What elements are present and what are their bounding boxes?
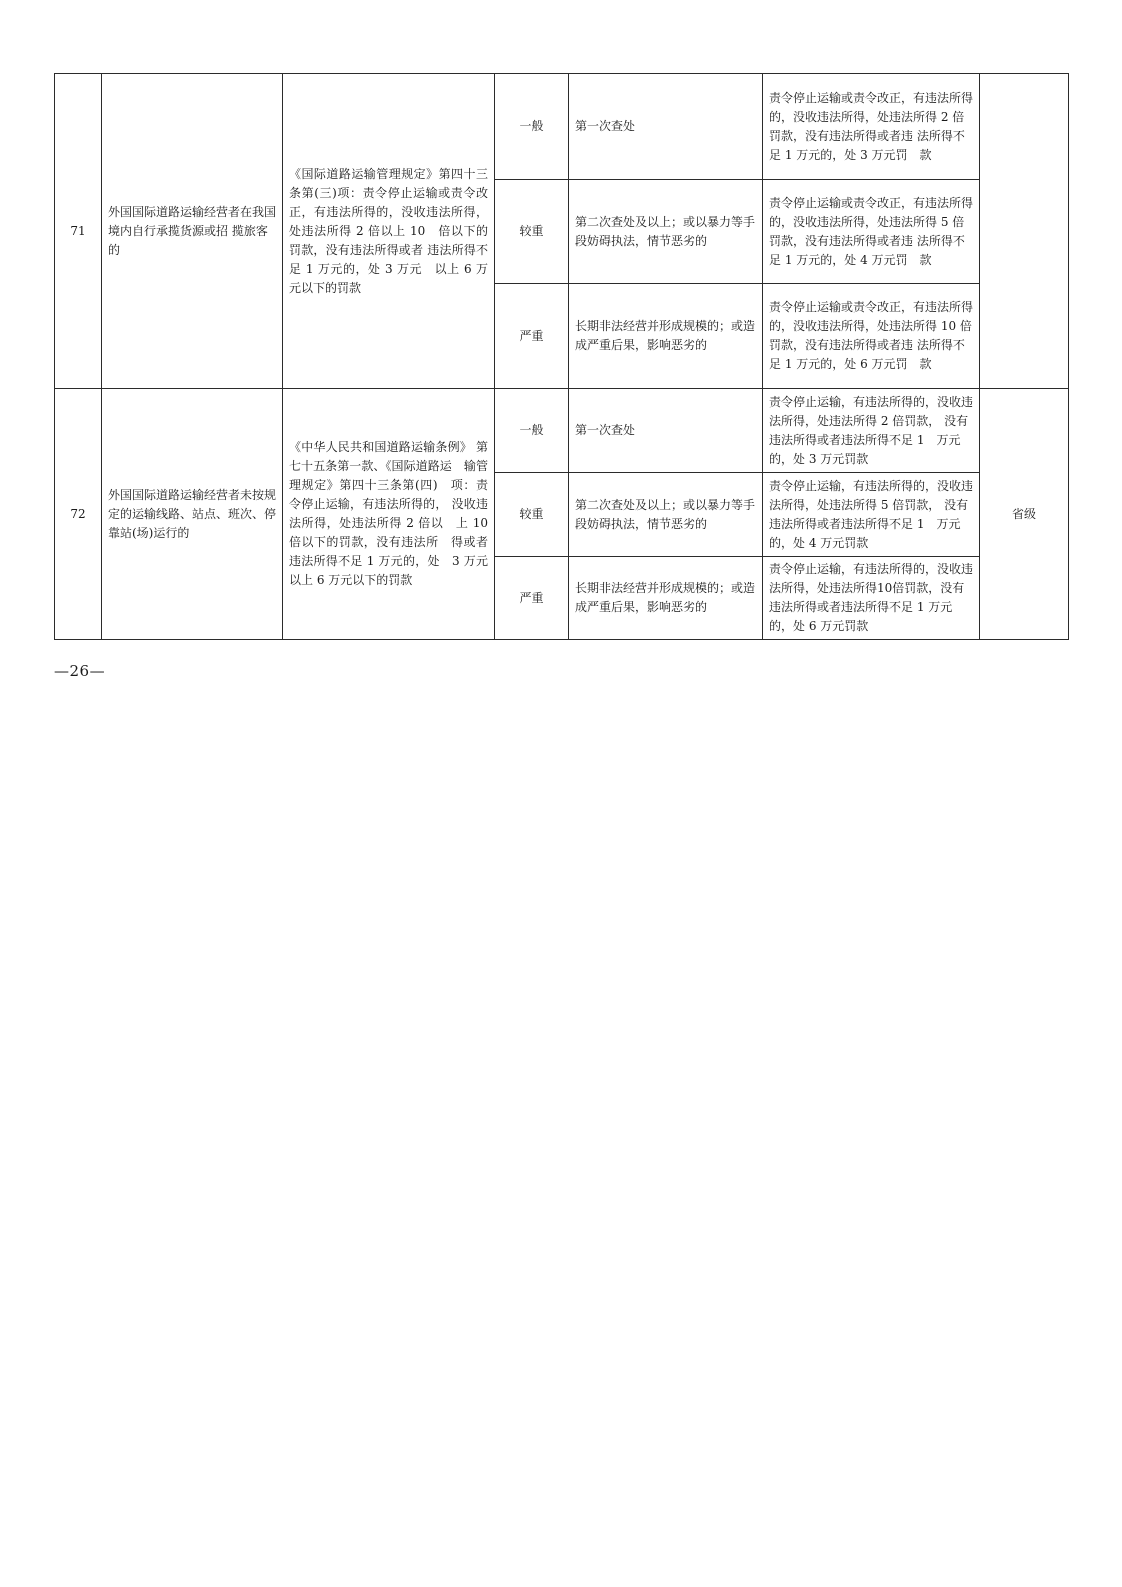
page-number: —26—: [54, 662, 106, 680]
authority-level: [980, 74, 1069, 389]
penalty-table: [54, 73, 1069, 640]
circumstance: 长期非法经营并形成规模的；或造成严重后果，影响恶劣的: [569, 557, 763, 640]
severity-level: 严重: [495, 284, 569, 389]
table-row: [55, 74, 1069, 180]
circumstance: 第二次查处及以上；或以暴力等手段妨碍执法，情节恶劣的: [569, 473, 763, 557]
item-number: 72: [55, 389, 102, 640]
circumstance: 第二次查处及以上；或以暴力等手段妨碍执法，情节恶劣的: [569, 180, 763, 284]
legal-basis: 《中华人民共和国道路运输条例》 第七十五条第一款、《国际道路运 输管理规定》第四十三条第(四) 项：责令停止运输，有违法所得的， 没收违法所得，处违法所得 2 倍以 上 10 倍以下的罚款，没有违法所 得或者违法所得不足 1 万元的，处 3 万元以上 6 万元以下的罚款: [283, 389, 495, 640]
penalty-standard: 责令停止运输或责令改正，有违法所得的，没收违法所得，处违法所得 5 倍罚款，没有违法所得或者违 法所得不足 1 万元的，处 4 万元罚 款: [763, 180, 980, 284]
authority-level: 省级: [980, 389, 1069, 640]
legal-basis: 《国际道路运输管理规定》第四十三条第(三)项：责令停止运输或责令改正，有违法所得的，没收违法所得，处违法所得 2 倍以上 10 倍以下的罚款，没有违法所得或者 违法所得不足 1 万元的，处 3 万元 以上 6 万元以下的罚款: [283, 74, 495, 389]
severity-level: 较重: [495, 180, 569, 284]
penalty-standard: 责令停止运输或责令改正，有违法所得的，没收违法所得，处违法所得 10 倍罚款，没有违法所得或者违 法所得不足 1 万元的，处 6 万元罚 款: [763, 284, 980, 389]
penalty-standard: 责令停止运输或责令改正，有违法所得的，没收违法所得，处违法所得 2 倍罚款，没有违法所得或者违 法所得不足 1 万元的，处 3 万元罚 款: [763, 74, 980, 180]
item-number: 71: [55, 74, 102, 389]
severity-level: 一般: [495, 389, 569, 473]
penalty-standard: 责令停止运输，有违法所得的，没收违法所得，处违法所得 5 倍罚款， 没有违法所得或者违法所得不足 1 万元的，处 4 万元罚款: [763, 473, 980, 557]
penalty-standard: 责令停止运输，有违法所得的，没收违法所得，处违法所得10倍罚款，没有违法所得或者违法所得不足 1 万元的，处 6 万元罚款: [763, 557, 980, 640]
violation-description: 外国国际道路运输经营者未按规定的运输线路、站点、班次、停靠站(场)运行的: [102, 389, 283, 640]
severity-level: 较重: [495, 473, 569, 557]
table-row: [55, 389, 1069, 473]
circumstance: 第一次查处: [569, 389, 763, 473]
severity-level: 一般: [495, 74, 569, 180]
severity-level: 严重: [495, 557, 569, 640]
circumstance: 第一次查处: [569, 74, 763, 180]
circumstance: 长期非法经营并形成规模的；或造成严重后果，影响恶劣的: [569, 284, 763, 389]
penalty-standard: 责令停止运输，有违法所得的，没收违法所得，处违法所得 2 倍罚款， 没有违法所得或者违法所得不足 1 万元的，处 3 万元罚款: [763, 389, 980, 473]
violation-description: 外国国际道路运输经营者在我国境内自行承揽货源或招 揽旅客的: [102, 74, 283, 389]
